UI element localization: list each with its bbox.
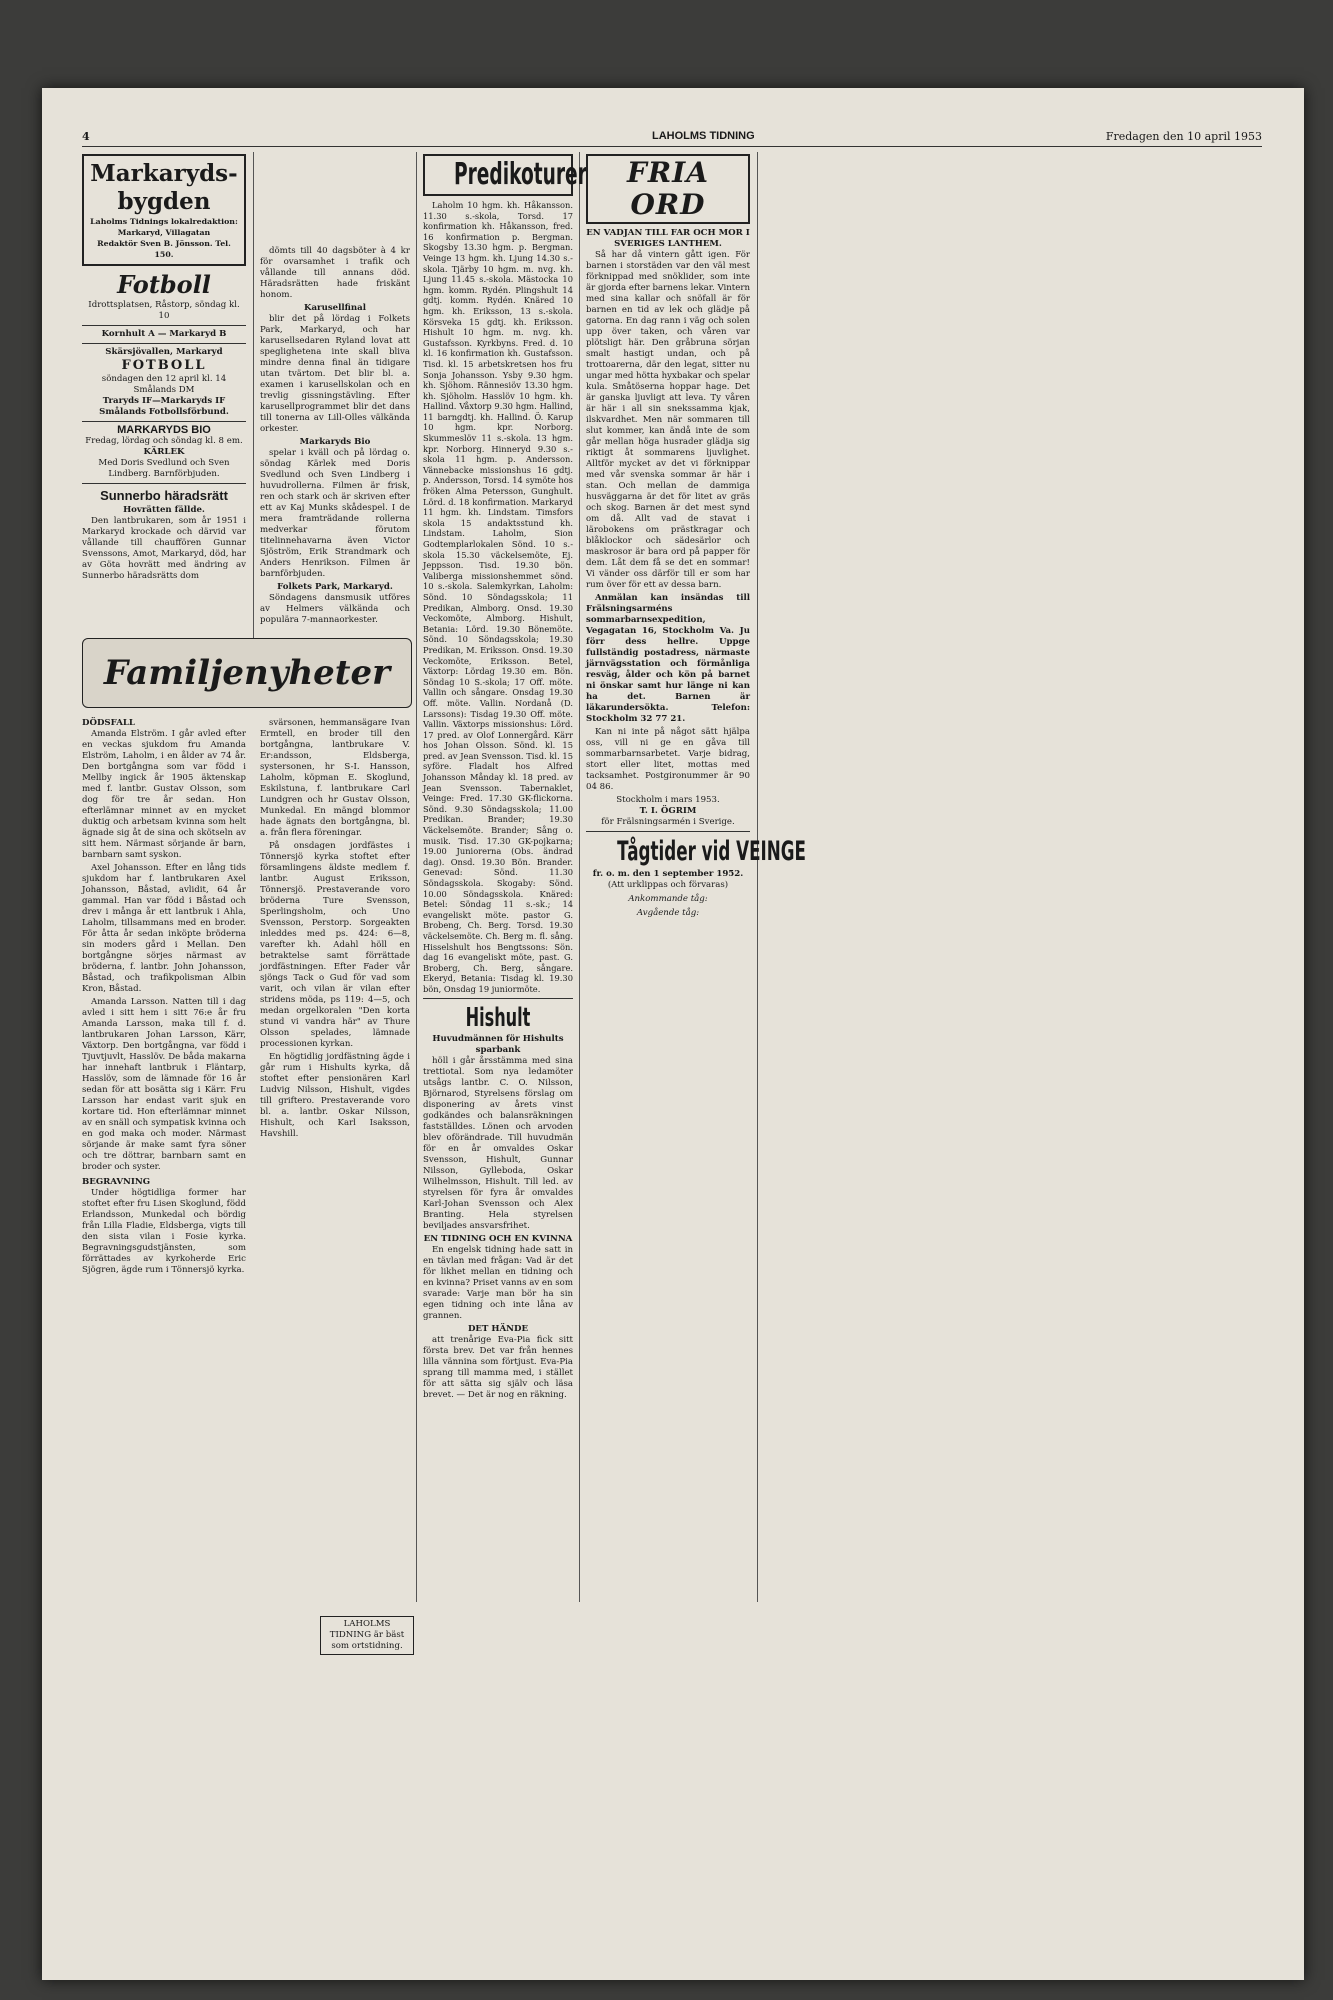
masthead: LAHOLMS TIDNING — [652, 130, 755, 142]
column-rule — [757, 152, 758, 1602]
markaryd-section — [82, 154, 246, 624]
pred-title: Predikoturer — [453, 157, 587, 192]
column-rule — [416, 152, 417, 1602]
text: Kan ni inte på något sätt hjälpa oss, vill ni ge en gåva till sommarbarnsarbetet. Varje bidrag, stort eller litet, mottas med tacksamhet. Postgironummer är 90 04 86. — [586, 727, 750, 792]
familjenyheter-banner — [82, 638, 412, 708]
text: Så har då vintern gått igen. För barnen i storstäden var den väl mest förknippad med snöklider, som inte är gjorda efter barnens lekar. Vintern med sina kallar och snöfall är för barnen en tid av lek och glädje på gatorna. En dag rann i väg och solen upp över taken, och våren var plötsligt här. Den gråbruna sörjan smalt hastigt undan, och på trottoarerna, där den legat, sitter nu ungar med hötta hyxbakar och spelar kula. Småtöserna hoppar hage. Det är ganska ljuvligt att leva. Ty våren är här i all sin snekssamma kjak, ilskvardhet. Men när sommaren till slut kommer, kan ändå inte de som går mellan höga husrader glädja sig riktigt åt sommarens ljuvlighet. Alltför mycket av det vi förknippar med vår svenska sommar är här i stan. Och mellan de dammiga husväggarna är det för litet av gräs och skog. Barnen är det mest synd om då. Allt vad de stavat i lärobokens om prästkragar och blåklockor och sädesärlor och maskrosor är bara ord på papper för dem. Låt dem få se det en sommar! Vi vänder oss därför till er som har rum över för ett av dessa barn. — [586, 250, 750, 590]
familj-col-2 — [260, 718, 410, 1676]
banner-text: Familjenyheter — [103, 653, 391, 693]
text: BEGRAVNING — [82, 1177, 151, 1187]
tag-heading-wrap — [586, 835, 806, 869]
text: svärsonen, hemmansägare Ivan Ermtell, en broder till den bortgångna, lantbrukare V. Er:andsson, Eldsberga, systersonen, hr S-I. Hansson, Laholm, köpman E. Skoglund, Eskilstuna, f. lantbrukare Carl Lundgren och hr Gustav Olsson, Munkedal. En mängd blommor hade ägnats den bortgångna, bl. a. från flera föreningar. — [260, 718, 410, 838]
page-number: 4 — [82, 130, 90, 143]
text: EN VADJAN TILL FAR OCH MOR I SVERIGES LANTHEM. — [586, 228, 750, 249]
section-editor: Redaktör Sven B. Jönsson. Tel. 150. — [97, 239, 231, 259]
predikoturer-section — [423, 154, 587, 1676]
text: att trenårige Eva-Pia fick sitt första brev. Det var från hennes lilla vännina som förtjust. Eva-Pia sprang till mamma med, i stället för att sätta sig själv och läsa brevet. — Det är nog en räkning. — [423, 1334, 573, 1400]
text: Söndagens dansmusik utföres av Helmers välkända och populära 7-mannaorkester. — [260, 593, 410, 625]
text: (Att urklippas och förvaras) — [607, 880, 729, 890]
familjenyheter-banner-wrap — [82, 628, 412, 716]
column-rule — [579, 152, 580, 1602]
text: Karusellfinal — [304, 303, 366, 313]
familj-col-1 — [82, 718, 246, 1676]
page-header — [82, 130, 1262, 146]
text: Ankommande tåg: — [628, 894, 708, 904]
text: KÄRLEK — [143, 447, 185, 457]
text: Stockholm i mars 1953. — [616, 795, 720, 805]
text: Smålands Fotbollsförbund. — [99, 407, 229, 417]
hishult-heading: Hishult — [465, 1002, 531, 1033]
text: En engelsk tidning hade satt in en tävlan med frågan: Vad är det för likhet mellan en tidning och en kvinna? Priset vanns av en som svarade: Varje man bör ha sin egen tidning och inte låna av grannen. — [423, 1244, 574, 1321]
text: Amanda Larsson. Natten till i dag avled i sitt hem i sitt 76:e år fru Amanda Larsson, maka till f. d. lantbrukaren Johan Larsson, Kärr, Växtorp. Den bortgångna, var född i Tjuvtjuvlt, Hasslöv. De båda makarna har innehaft lantbruk i Fläntarp, Hasslöv, som de lämnade för 16 år sedan för att bosätta sig i Kärr. Fru Larsson har endast varit sjuk en kortare tid. Hon efterlämnar minnet av en snäll och sympatisk kvinna och en god maka och moder. Närmast sörjande är make samt fyra söner och tre döttrar, barnbarn samt en broder och syster. — [82, 997, 246, 1172]
text: Axel Johansson. Efter en lång tids sjukdom har f. lantbrukaren Axel Johansson, Båstad, avlidit, 64 år gammal. Han var född i Båstad och drev i många år ett lantbruk i Ahla, Laholm, tillsammans med en broder. För åtta år sedan inköpte bröderna sin moders gård i Mellan. Den bortgångne sörjes närmast av bröderna, f. lantbr. John Johansson, Båstad, och trafikpolisman Albin Kron, Båstad. — [82, 863, 246, 994]
text: Den lantbrukaren, som år 1951 i Markaryd krockade och därvid var vållande till chauffören Gunnar Svenssons, Amot, Markaryd, död, har av Göta hovrätt med ändring av Sunnerbo häradsrätts dom — [82, 516, 246, 581]
section-subtitle: Laholms Tidnings lokalredaktion: Markaryd, Villagatan — [90, 217, 238, 237]
text: söndagen den 12 april kl. 14 Smålands DM — [101, 374, 227, 395]
text: Idrottsplatsen, Råstorp, söndag kl. 10 — [88, 300, 240, 321]
text: FOTBOLL — [121, 358, 207, 373]
section-head — [82, 154, 246, 266]
text: Traryds IF—Markaryds IF — [102, 396, 226, 406]
text: Skärsjövallen, Markaryd — [105, 347, 223, 357]
text: DET HÄNDE — [467, 1323, 529, 1334]
text: höll i går årsstämma med sina trettiotal. Som nya ledamöter utsågs lantbr. C. O. Nilsson, Björnarod, Styrelsens förslag om disponering av årets vinst godkändes och balansräkningen fastställdes. Lönen och arvoden blev oförändrade. Till huvudmän för en år omvaldes Oskar Svensson, Hishult, Gunnar Nilsson, Gylleboda, Oskar Wilhelmsson, Hishult. Till led. av styrelsen för fyra år omvaldes Karl-Johan Svensson och Alex Branting. Hela styrelsen beviljades ansvarsfrihet. — [423, 1055, 573, 1231]
text: EN TIDNING OCH EN KVINNA — [423, 1233, 573, 1244]
text: fr. o. m. den 1 september 1952. — [592, 869, 744, 879]
section-title: Markaryds-bygden — [90, 160, 238, 215]
hishult-heading-wrap — [423, 1002, 573, 1034]
text: En högtidlig jordfästning ägde i går rum i Hishults kyrka, då stoftet efter pensionären Karl Ludvig Nilsson, Hishult, vigdes till griftero. Prestaverande voro bl. a. lantbr. Oskar Nilsson, Hishult, och Karl Isaksson, Havshill. — [260, 1052, 410, 1139]
text: Folkets Park, Markaryd. — [277, 582, 393, 592]
text: blir det på lördag i Folkets Park, Markaryd, och har karusellsedaren Ryland lovat att speglighetena inte skall bliva mindre denna final än tidigare utan tvärtom. Det blir bl. a. examen i karusellskolan och en trevlig gissningstävling. Efter karusellprogrammet blir det dans till tonerna av Lill-Olles välkända orkester. — [260, 314, 410, 434]
text: Avgående tåg: — [636, 908, 700, 918]
text: MARKARYDS BIO — [117, 424, 211, 436]
text: Kornhult A — Markaryd B — [101, 329, 227, 339]
text: Amanda Elström. I går avled efter en veckas sjukdom fru Amanda Elström, Laholm, i en ålder av 74 år. Den bortgångna som var född i Mellby ingick år 1905 äktenskap med f. lantbr. Gustav Olsson, som dog för tre år sedan. Hon efterlämnar minnet av en mycket duktig och arbetsam kvinna som helt ägnade sig åt de sina och skötseln av sitt hem. Närmast sörjande är barn, barnbarn samt syskon. — [82, 729, 246, 860]
text: Med Doris Svedlund och Sven Lindberg. Barnförbjuden. — [98, 458, 230, 479]
fotboll-heading: Fotboll — [117, 270, 211, 299]
text: Laholm 10 hgm. kh. Håkansson. 11.30 s.-skola, Torsd. 17 konfirmation kh. Håkansson, fred. 16 konfirmation p. Bergman. Skogsby 13.30 hgm. p. Bergman. Veinge 13 hgm. kh. Ljung 14.30 s.-skola. Tjärby 10 hgm. m. nvg. kh. Ljung 11.45 s.-skola. Mästocka 10 hgm. komm. Rydén. Plingshult 14 gdtj. komm. Rydén. Knäred 10 hgm. kh. Eriksson, 13 s.-skola. Körsveka 15 gdtj. kh. Eriksson. Hishult 10 hgm. m. nvg. kh. Gustafsson. Kyrkbyns. Fred. d. 10 kl. 16 konfirmation kh. Gustafsson. Tisd. kl. 15 arbetskretsen hos fru Sonja Johansson. Ysby 9.30 hgm. kh. Sjöhom. Rännesiöv 13.30 hgm. kh. Sjöholm. Hasslöv 10 hgm. kh. Hallind. Våxtorp 9.30 hgm. Hallind, 11 barngdtj. kh. Hallind. Ö. Karup 10 hgm. kpr. Norborg. Skummeslöv 11 s.-skola. 13 hgm. kpr. Norborg. Hinneryd 9.30 s.-skola 11 hgm. p. Andersson. Vännebacke missionshus 16 gdtj. p. Andersson, Torsd. 14 symöte hos fröken Alma Petersson, Gunghult. Lörd. d. 18 konfirmation. Markaryd 11 hgm. kh. Lindstam. Timsfors skola 15 andaktsstund kh. Lindstam. Laholm, Sion Godtemplarlokalen Sönd. 10 s.-skola 15.30 väckelsemöte, Ej. Jeppsson. Tisd. 19.30 bön. Valiberga missionshemmet sönd. 10 s.-skola. Salemkyrkan, Laholm: Sönd. 10 Söndagsskola; 11 Predikan, Almborg. Onsd. 19.30 Veckomöte, Almborg. Hishult, Betania: Lörd. 19.30 Bönemöte. Sönd. 10 Söndagsskola; 19.30 Predikan, M. Eriksson. Onsd. 19.30 Veckomöte, Eriksson. Betel, Växtorp: Lördag 19.30 em. Bön. Söndag 10 S.-skola; 17 Off. möte. Vallin och sångare. Onsdag 19.30 Off. möte. Vallin. Nordanå (D. Larssons): Tisdag 19.30 Off. möte. Vallin. Växtorps missionshus: Lörd. 17 pred. av Olof Lonnergård. Kärr hos Johan Olsson. Sönd. kl. 15 pred. av Jean Svensson. Tisd. kl. 15 syföre. Fladalt hos Alfred Johansson Månday kl. 18 pred. av Jean Svensson. Tabernaklet, Veinge: Fred. 17.30 GK-flickorna. Sönd. 9.30 Söndagsskola; 11.00 Predikan. Brander; 19.30 Väckelsemöte. Brander; Sång o. musik. Tisd. 17.30 GK-pojkarna; 19.00 Juniorerna (Obs. ändrad dag). Onsd. 19.30 Bön. Brander. Genevad: Sönd. 11.30 Söndagsskola. Skogaby: Sönd. 10.00 Söndagsskola. Knäred: Betel: Söndag 11 s.-sk.; 14 evangeliskt möte. pastor G. Brobeng, Ch. Berg. Torsd. 19.30 väckelsemöte. Ch. Berg m. fl. sång. Hisselshult hos Bengtssons: Sön. dag 16 evangeliskt möte, past. G. Broberg, Ch. Berg, sångare. Ekeryd, Betania: Tisdag kl. 19.30 bön, Onsdag 19 juniormöte. — [423, 200, 573, 994]
header-rule — [82, 146, 1262, 147]
laholms-tidning-box: LAHOLMS TIDNING är bäst som ortstidning. — [320, 1616, 414, 1655]
markaryd-news — [260, 246, 410, 624]
text: dömts till 40 dagsböter à 4 kr för ovarsamhet i trafik och vållande till annans död. Häradsrätten hade friskänt honom. — [260, 246, 410, 300]
text: T. I. ÖGRIM — [639, 806, 697, 816]
column-rule — [253, 152, 254, 672]
text: Fredag, lördag och söndag kl. 8 em. — [85, 436, 243, 446]
text: för Frälsningsarmén i Sverige. — [601, 817, 735, 827]
text: Under högtidliga former har stoftet efter fru Lisen Skoglund, född Erlandsson, Munkedal och bördig från Lilla Fladie, Eldsberga, vigts till den sista vilan i Fosie kyrka. Begravningsgudstjänsten, som förrättades av kyrkoherde Eric Sjögren, ägde rum i Tönnersjö kyrka. — [82, 1188, 246, 1275]
pred-head — [423, 154, 587, 196]
text: Huvudmännen för Hishults sparbank — [432, 1033, 564, 1055]
text: På onsdagen jordfästes i Tönnersjö kyrka stoftet efter församlingens äldste medlem f. lantbr. August Eriksson, Tönnersjö. Prestaverande voro bröderna Ture Svensson, Sperlingsholm, och Uno Svensson, Perstorp. Sorgeakten inleddes med ps. 424: 6—8, varefter kh. Adahl höll en betraktelse samt förrättade jordfästningen. Efter Fader vår sjöngs Tack o Gud för vad som varit, och vilan är vilan efter stridens möda, ps 119: 4—5, och medan orgelkoralen "Den korta stund vi vandra här" av Thure Olsson spelades, lämnade processionen kyrkan. — [260, 841, 410, 1049]
text: DÖDSFALL — [82, 718, 135, 728]
fria-head — [586, 154, 750, 224]
text: Markaryds Bio — [299, 437, 371, 447]
text: Hovrätten fällde. — [123, 505, 205, 515]
text: spelar i kväll och på lördag o. söndag Kärlek med Doris Svedlund och Sven Lindberg i huvudrollerna. Filmen är frisk, ren och stark och är skriven efter ett av Kaj Munks skådespel. I de mera framträdande rollerna medverkar förutom titelinnehavarna även Victor Sjöström, Erik Strandmark och Anders Henrikson. Filmen är barnförbjuden. — [260, 448, 410, 579]
text: Anmälan kan insändas till Frälsningsarméns sommarbarnsexpedition, Vegagatan 16, Stockholm Va. Ju förr dess hellre. Uppge fullständig postadress, närmaste järnvägsstation och förmånliga resväg, ålder och kön på barnet ni önskar samt hur länge ni kan ha det. Barnen är läkarundersökta. Telefon: Stockholm 32 77 21. — [586, 593, 750, 724]
fria-ord-section — [586, 154, 806, 1676]
sunnerbo-heading: Sunnerbo häradsrätt — [100, 488, 228, 503]
issue-date: Fredagen den 10 april 1953 — [1105, 130, 1262, 143]
newspaper-page — [42, 88, 1304, 1980]
fria-title: FRIA ORD — [627, 156, 709, 221]
tagtider-heading: Tågtider vid VEINGE — [617, 836, 806, 867]
